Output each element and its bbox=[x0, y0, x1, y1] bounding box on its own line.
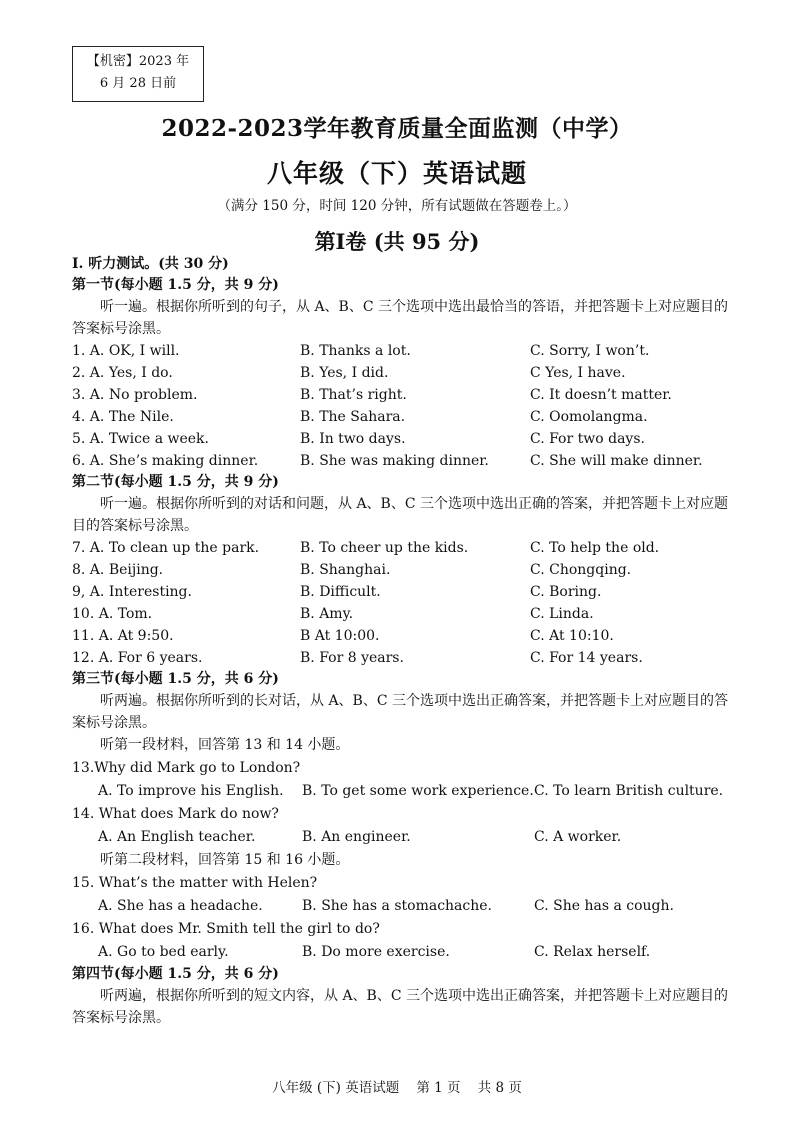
option-a: 3. A. No problem. bbox=[72, 387, 198, 403]
exam-title-line-1: 2022-2023学年教育质量全面监测（中学） bbox=[161, 115, 633, 142]
section4-heading: 第四节(每小题 1.5 分，共 6 分) bbox=[72, 966, 279, 982]
section3-instruction: 听两遍。根据你所听到的长对话，从 A、B、C 三个选项中选出正确答案，并把答题卡上对应题目的答案标号涂黑。 bbox=[72, 693, 729, 731]
option-b: B At 10:00. bbox=[300, 628, 380, 644]
option-c: C. To help the old. bbox=[530, 540, 660, 556]
option-a: 12. A. For 6 years. bbox=[72, 650, 203, 666]
exam-note: （满分 150 分，时间 120 分钟，所有试题做在答题卷上。） bbox=[217, 198, 577, 214]
option-b: B. Amy. bbox=[300, 606, 354, 622]
option-b: B. Shanghai. bbox=[300, 562, 391, 578]
question-row bbox=[72, 384, 732, 406]
option-c: C. To learn British culture. bbox=[534, 783, 724, 799]
option-b: B. Yes, I did. bbox=[300, 365, 389, 381]
exam-title-line-2: 八年级（下）英语试题 bbox=[266, 159, 527, 188]
option-c: C. Relax herself. bbox=[534, 944, 651, 960]
material-1-note: 听第一段材料，回答第 13 和 14 小题。 bbox=[100, 737, 350, 753]
question-14-options bbox=[72, 826, 732, 849]
material-2-note: 听第二段材料，回答第 15 和 16 小题。 bbox=[100, 852, 350, 868]
section1-instruction: 听一遍。根据你所听到的句子，从 A、B、C 三个选项中选出最恰当的答语，并把答题卡上对应题目的答案标号涂黑。 bbox=[72, 299, 729, 337]
question-row bbox=[72, 625, 732, 647]
section4-instruction: 听两遍，根据你所听到的短文内容，从 A、B、C 三个选项中选出正确答案，并把答题卡上对应题目的答案标号涂黑。 bbox=[72, 988, 729, 1026]
option-b: B. The Sahara. bbox=[300, 409, 406, 425]
option-c: C. Sorry, I won’t. bbox=[530, 343, 650, 359]
question-row bbox=[72, 428, 732, 450]
question-16-options bbox=[72, 941, 732, 964]
option-b: B. An engineer. bbox=[302, 829, 411, 845]
option-c: C. Oomolangma. bbox=[530, 409, 648, 425]
section2-questions bbox=[72, 537, 732, 669]
question-16-stem: 16. What does Mr. Smith tell the girl to do? bbox=[72, 921, 380, 937]
option-b: B. For 8 years. bbox=[300, 650, 404, 666]
volume-title: 第Ⅰ卷 (共 95 分) bbox=[314, 229, 480, 254]
page-footer: 八年级 (下) 英语试题 第 1 页 共 8 页 bbox=[272, 1080, 522, 1096]
section1-heading: 第一节(每小题 1.5 分，共 9 分) bbox=[72, 277, 279, 293]
option-c: C Yes, I have. bbox=[530, 365, 626, 381]
option-c: C. Chongqing. bbox=[530, 562, 632, 578]
confidential-line-1: 【机密】2023 年 bbox=[86, 54, 190, 69]
section1-questions bbox=[72, 340, 732, 472]
option-b: B. That’s right. bbox=[300, 387, 407, 403]
option-c: C. Linda. bbox=[530, 606, 594, 622]
option-a: A. She has a headache. bbox=[98, 898, 263, 914]
question-row bbox=[72, 450, 732, 472]
question-row bbox=[72, 647, 732, 669]
option-a: A. To improve his English. bbox=[98, 783, 284, 799]
option-b: B. To get some work experience. bbox=[302, 783, 534, 799]
option-a: 10. A. Tom. bbox=[72, 606, 153, 622]
option-c: C. For two days. bbox=[530, 431, 645, 447]
section3-heading: 第三节(每小题 1.5 分，共 6 分) bbox=[72, 671, 279, 687]
exam-content bbox=[72, 254, 732, 1029]
option-b: B. To cheer up the kids. bbox=[300, 540, 469, 556]
question-row bbox=[72, 406, 732, 428]
question-15-stem: 15. What’s the matter with Helen? bbox=[72, 875, 318, 891]
option-a: 11. A. At 9:50. bbox=[72, 628, 174, 644]
question-row bbox=[72, 537, 732, 559]
option-a: 4. A. The Nile. bbox=[72, 409, 174, 425]
question-row bbox=[72, 581, 732, 603]
option-c: C. Boring. bbox=[530, 584, 602, 600]
question-13-stem: 13.Why did Mark go to London? bbox=[72, 760, 301, 776]
confidential-line-2: 6 月 28 日前 bbox=[99, 76, 177, 91]
option-b: B. Do more exercise. bbox=[302, 944, 450, 960]
option-a: 6. A. She’s making dinner. bbox=[72, 453, 259, 469]
section2-instruction: 听一遍。根据你所听到的对话和问题，从 A、B、C 三个选项中选出正确的答案，并把答题卡上对应题目的答案标号涂黑。 bbox=[72, 496, 729, 534]
confidential-stamp bbox=[72, 46, 204, 102]
question-13-options bbox=[72, 780, 732, 803]
option-a: 5. A. Twice a week. bbox=[72, 431, 209, 447]
option-b: B. Difficult. bbox=[300, 584, 381, 600]
option-b: B. She was making dinner. bbox=[300, 453, 489, 469]
part1-title: I. 听力测试。(共 30 分) bbox=[72, 256, 229, 272]
option-c: C. A worker. bbox=[534, 829, 622, 845]
option-c: C. She has a cough. bbox=[534, 898, 674, 914]
section2-heading: 第二节(每小题 1.5 分，共 9 分) bbox=[72, 474, 279, 490]
option-a: A. Go to bed early. bbox=[98, 944, 229, 960]
option-c: C. For 14 years. bbox=[530, 650, 643, 666]
question-row bbox=[72, 340, 732, 362]
option-b: B. She has a stomachache. bbox=[302, 898, 492, 914]
option-a: 7. A. To clean up the park. bbox=[72, 540, 260, 556]
question-14-stem: 14. What does Mark do now? bbox=[72, 806, 279, 822]
question-row bbox=[72, 559, 732, 581]
option-c: C. She will make dinner. bbox=[530, 453, 703, 469]
option-b: B. Thanks a lot. bbox=[300, 343, 411, 359]
option-b: B. In two days. bbox=[300, 431, 406, 447]
option-a: 9, A. Interesting. bbox=[72, 584, 192, 600]
option-a: 1. A. OK, I will. bbox=[72, 343, 180, 359]
option-a: A. An English teacher. bbox=[98, 829, 256, 845]
option-c: C. At 10:10. bbox=[530, 628, 614, 644]
option-c: C. It doesn’t matter. bbox=[530, 387, 672, 403]
question-row bbox=[72, 603, 732, 625]
question-15-options bbox=[72, 895, 732, 918]
option-a: 8. A. Beijing. bbox=[72, 562, 164, 578]
question-row bbox=[72, 362, 732, 384]
option-a: 2. A. Yes, I do. bbox=[72, 365, 173, 381]
